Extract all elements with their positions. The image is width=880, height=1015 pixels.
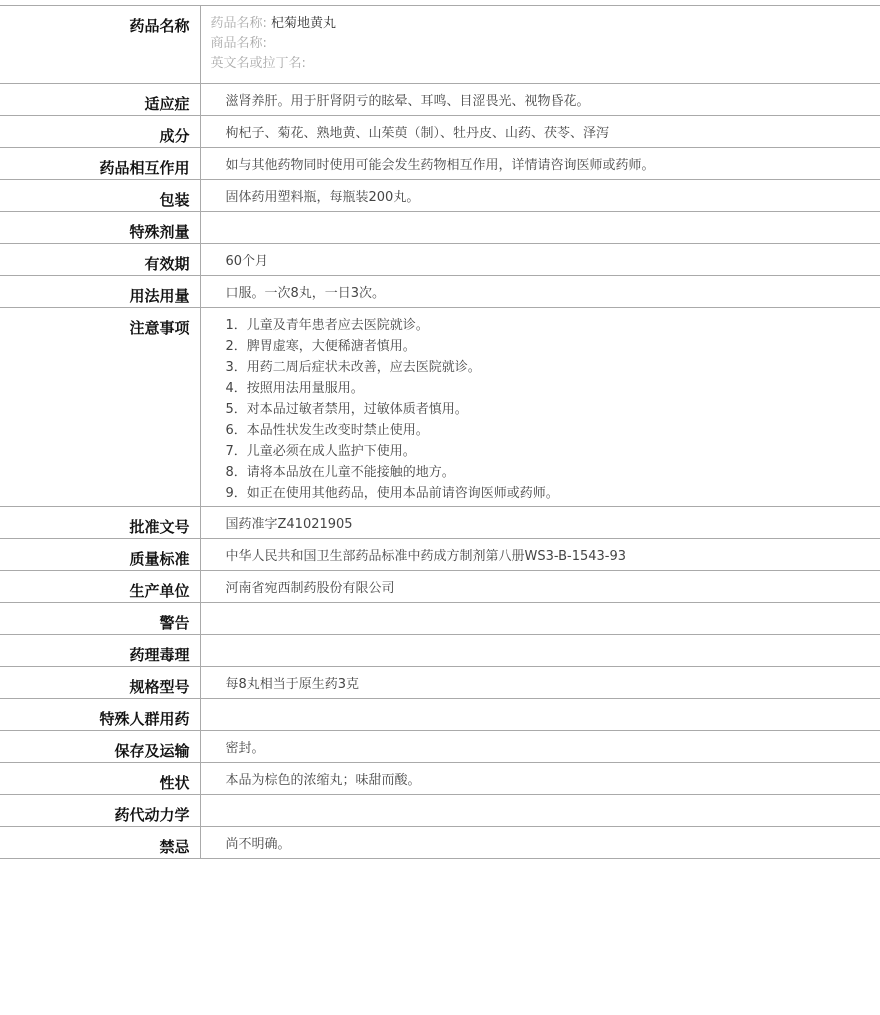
row-storage: [0, 731, 880, 763]
row-warning: [0, 603, 880, 635]
row-dosage: [0, 276, 880, 308]
row-shelf-life: [0, 244, 880, 276]
precautions-list: [200, 308, 880, 507]
list-item: 4．按照用法用量服用。: [226, 378, 880, 399]
row-label: 批准文号: [0, 507, 200, 539]
row-packaging: [0, 180, 880, 212]
row-label: 禁忌: [0, 827, 200, 859]
drug-name-block: [200, 6, 880, 84]
row-manufacturer: [0, 571, 880, 603]
row-value: 如与其他药物同时使用可能会发生药物相互作用，详情请咨询医师或药师。: [200, 148, 880, 180]
row-label: 有效期: [0, 244, 200, 276]
row-pharmacology: [0, 635, 880, 667]
row-label: 成分: [0, 116, 200, 148]
row-value: 滋肾养肝。用于肝肾阴亏的眩晕、耳鸣、目涩畏光、视物昏花。: [200, 84, 880, 116]
row-precautions: [0, 308, 880, 507]
row-value: 密封。: [200, 731, 880, 763]
row-drug-name: [0, 6, 880, 84]
list-item: 7．儿童必须在成人监护下使用。: [226, 441, 880, 462]
list-item: 2．脾胃虚寒，大便稀溏者慎用。: [226, 336, 880, 357]
row-label: 药代动力学: [0, 795, 200, 827]
list-item: 6．本品性状发生改变时禁止使用。: [226, 420, 880, 441]
generic-name-label: 药品名称:: [211, 16, 267, 31]
row-label: 药理毒理: [0, 635, 200, 667]
row-quality-standard: [0, 539, 880, 571]
row-label: 包装: [0, 180, 200, 212]
row-value: 尚不明确。: [200, 827, 880, 859]
row-special-populations: [0, 699, 880, 731]
row-label: 警告: [0, 603, 200, 635]
row-label: 特殊剂量: [0, 212, 200, 244]
row-label: 规格型号: [0, 667, 200, 699]
row-value: [200, 699, 880, 731]
row-value: [200, 635, 880, 667]
row-indication: [0, 84, 880, 116]
row-value: 枸杞子、菊花、熟地黄、山茱萸（制）、牡丹皮、山药、茯苓、泽泻: [200, 116, 880, 148]
row-description: [0, 763, 880, 795]
list-item: 3．用药二周后症状未改善，应去医院就诊。: [226, 357, 880, 378]
generic-name-value: 杞菊地黄丸: [271, 16, 336, 31]
row-ingredients: [0, 116, 880, 148]
row-specification: [0, 667, 880, 699]
row-value: 60个月: [200, 244, 880, 276]
row-label: 药品名称: [0, 6, 200, 84]
row-value: 中华人民共和国卫生部药品标准中药成方制剂第八册WS3-B-1543-93: [200, 539, 880, 571]
row-value: 国药准字Z41021905: [200, 507, 880, 539]
row-label: 注意事项: [0, 308, 200, 507]
row-value: 本品为棕色的浓缩丸；味甜而酸。: [200, 763, 880, 795]
row-label: 保存及运输: [0, 731, 200, 763]
row-approval-number: [0, 507, 880, 539]
row-interactions: [0, 148, 880, 180]
row-label: 质量标准: [0, 539, 200, 571]
list-item: 1．儿童及青年患者应去医院就诊。: [226, 315, 880, 336]
row-label: 用法用量: [0, 276, 200, 308]
row-label: 生产单位: [0, 571, 200, 603]
row-contraindications: [0, 827, 880, 859]
row-value: 每8丸相当于原生药3克: [200, 667, 880, 699]
row-value: [200, 212, 880, 244]
row-pharmacokinetics: [0, 795, 880, 827]
row-label: 药品相互作用: [0, 148, 200, 180]
row-label: 适应症: [0, 84, 200, 116]
row-value: 口服。一次8丸，一日3次。: [200, 276, 880, 308]
row-value: [200, 795, 880, 827]
row-value: 固体药用塑料瓶，每瓶装200丸。: [200, 180, 880, 212]
list-item: 9．如正在使用其他药品，使用本品前请咨询医师或药师。: [226, 483, 880, 504]
english-name-label: 英文名或拉丁名:: [211, 56, 306, 71]
drug-info-table: [0, 5, 880, 859]
list-item: 5．对本品过敏者禁用，过敏体质者慎用。: [226, 399, 880, 420]
row-special-dosage: [0, 212, 880, 244]
row-label: 特殊人群用药: [0, 699, 200, 731]
trade-name-label: 商品名称:: [211, 36, 267, 51]
row-value: [200, 603, 880, 635]
row-label: 性状: [0, 763, 200, 795]
row-value: 河南省宛西制药股份有限公司: [200, 571, 880, 603]
list-item: 8．请将本品放在儿童不能接触的地方。: [226, 462, 880, 483]
